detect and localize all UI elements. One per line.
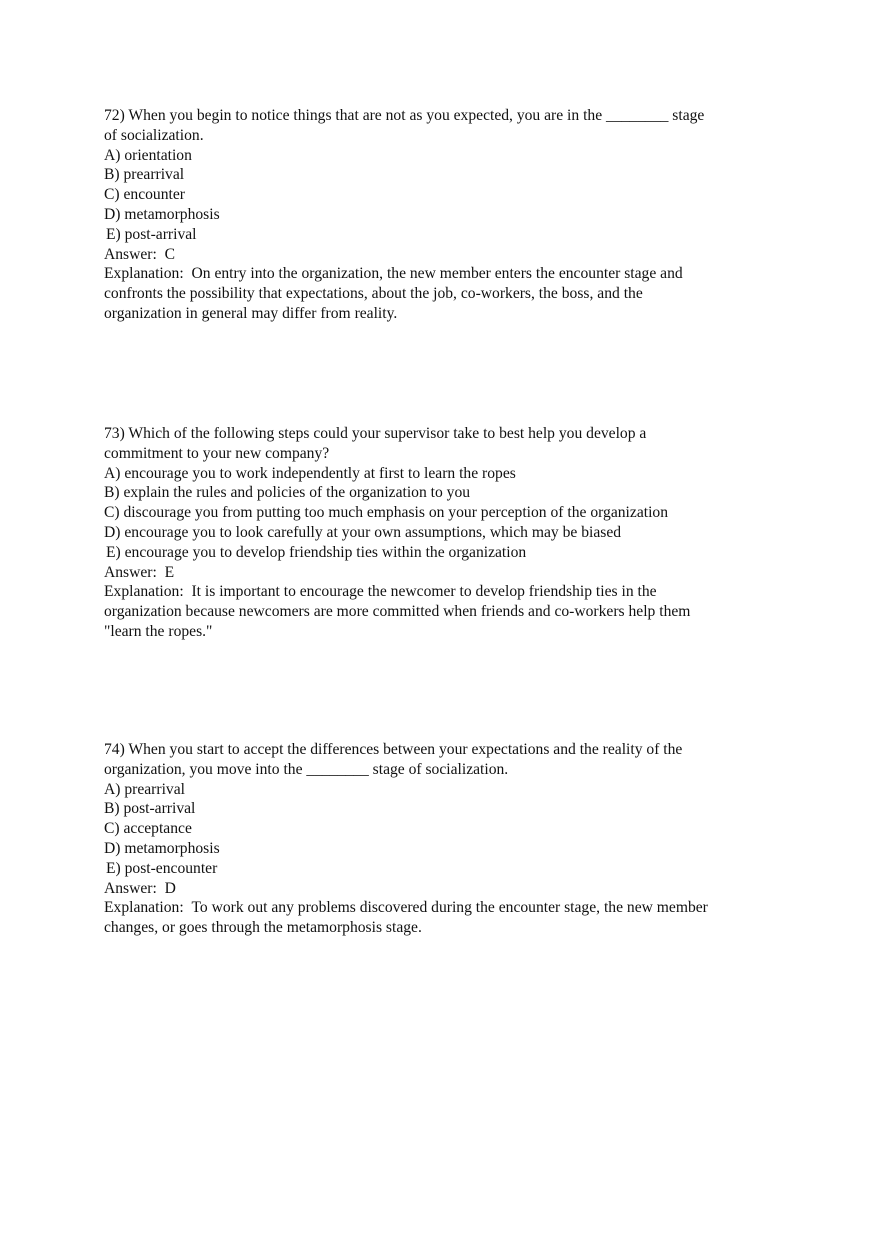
explanation-label: Explanation:	[104, 265, 184, 283]
explanation-line: organization because newcomers are more committed when friends and co-workers help them	[104, 603, 691, 621]
question-stem	[104, 740, 784, 780]
explanation-line	[104, 582, 784, 602]
option-e: E) post-arrival	[106, 225, 197, 243]
stem-line: commitment to your new company?	[104, 444, 330, 462]
question-72	[104, 106, 784, 324]
answer-options	[104, 780, 784, 879]
stem-line: 72) When you begin to notice things that are not as you expected, you are in the ________ stage	[104, 107, 705, 124]
option-a: A) prearrival	[104, 780, 185, 798]
explanation	[104, 898, 784, 938]
answer-label: Answer:	[104, 879, 157, 897]
option-d: D) metamorphosis	[104, 839, 220, 857]
explanation-line: organization in general may differ from reality.	[104, 304, 398, 322]
option-e: E) encourage you to develop friendship ties within the organization	[106, 543, 527, 561]
option-c: C) acceptance	[104, 820, 192, 838]
explanation-line	[104, 898, 784, 918]
option-b: B) prearrival	[104, 166, 185, 184]
answer-options	[104, 146, 784, 245]
option-c: C) encounter	[104, 186, 185, 204]
option-e: E) post-encounter	[106, 859, 218, 877]
answer-value: C	[164, 245, 176, 263]
explanation	[104, 582, 784, 641]
answer-line	[104, 563, 784, 583]
answer-value: E	[164, 563, 175, 581]
answer-value: D	[164, 879, 176, 897]
answer-line	[104, 879, 784, 899]
question-73	[104, 424, 784, 642]
stem-line: 73) Which of the following steps could your supervisor take to best help you develop a	[104, 425, 647, 442]
option-b: B) post-arrival	[104, 800, 196, 818]
explanation-text: It is important to encourage the newcomer to develop friendship ties in the	[191, 583, 657, 601]
explanation-label: Explanation:	[104, 583, 184, 601]
answer-line	[104, 245, 784, 265]
explanation-line: confronts the possibility that expectations, about the job, co-workers, the boss, and the	[104, 285, 643, 303]
option-c: C) discourage you from putting too much emphasis on your perception of the organization	[104, 504, 668, 522]
stem-line: 74) When you start to accept the differences between your expectations and the reality of the	[104, 741, 683, 758]
option-d: D) encourage you to look carefully at your own assumptions, which may be biased	[104, 523, 622, 541]
question-74	[104, 740, 784, 938]
answer-label: Answer:	[104, 245, 157, 263]
explanation-line: "learn the ropes."	[104, 622, 213, 640]
explanation-text: To work out any problems discovered during the encounter stage, the new member	[191, 899, 708, 917]
option-b: B) explain the rules and policies of the organization to you	[104, 484, 471, 502]
stem-line: of socialization.	[104, 126, 204, 144]
question-stem	[104, 106, 784, 146]
explanation-label: Explanation:	[104, 899, 184, 917]
answer-label: Answer:	[104, 563, 157, 581]
explanation-text: On entry into the organization, the new member enters the encounter stage and	[191, 265, 683, 283]
option-a: A) orientation	[104, 146, 192, 164]
question-stem	[104, 424, 784, 464]
answer-options	[104, 464, 784, 563]
option-a: A) encourage you to work independently at first to learn the ropes	[104, 464, 516, 482]
explanation-line: changes, or goes through the metamorphosis stage.	[104, 919, 422, 937]
option-d: D) metamorphosis	[104, 205, 220, 223]
explanation-line	[104, 264, 784, 284]
explanation	[104, 264, 784, 323]
stem-line: organization, you move into the ________ stage of socialization.	[104, 760, 509, 778]
